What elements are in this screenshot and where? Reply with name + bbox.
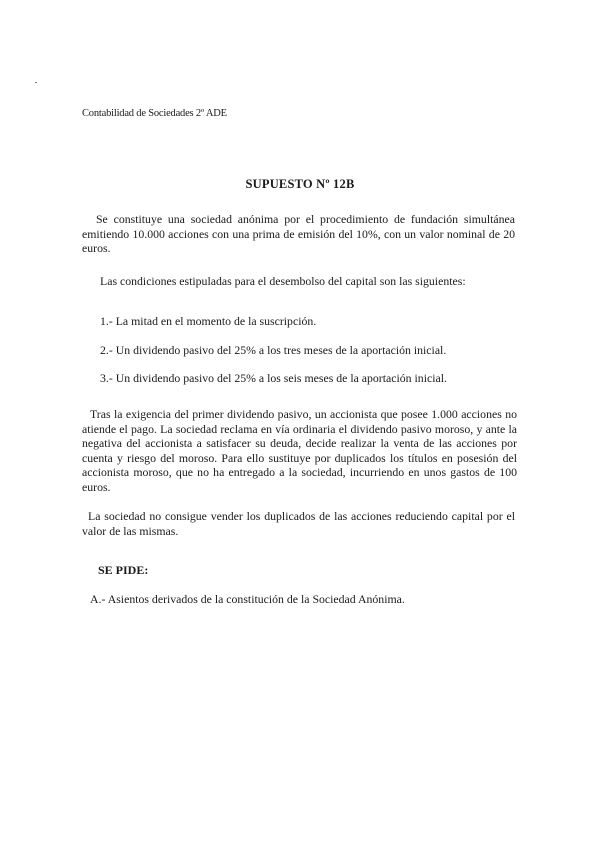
scan-speck [35, 82, 37, 83]
task-item: A.- Asientos derivados de la constitución de la Sociedad Anónima. [90, 592, 405, 606]
paragraph-conditions-intro: Las condiciones estipuladas para el desembolso del capital son las siguientes: [100, 274, 466, 288]
se-pide-heading: SE PIDE: [98, 563, 149, 577]
paragraph-moroso: Tras la exigencia del primer dividendo pasivo, un accionista que posee 1.000 acciones no atiende el pago. La sociedad reclama en vía ordinaria el dividendo pasivo moroso, y ante la negativa del accionista a satisfacer su deuda, decide realizar la venta de las acciones por cuenta y riesgo del moroso. Para ello sustituye por duplicados los títulos en posesión del accionista moroso, que no ha entregado a la sociedad, incurriendo en unos gastos de 100 euros. [82, 407, 517, 494]
page-header: Contabilidad de Sociedades 2º ADE [82, 108, 227, 119]
paragraph-constitution: Se constituye una sociedad anónima por el procedimiento de fundación simultánea emitiendo 10.000 acciones con una prima de emisión del 10%, con un valor nominal de 20 euros. [82, 212, 515, 256]
condition-item: 2.- Un dividendo pasivo del 25% a los tres meses de la aportación inicial. [100, 343, 447, 357]
paragraph-duplicados: La sociedad no consigue vender los duplicados de las acciones reduciendo capital por el valor de las mismas. [82, 509, 515, 538]
condition-item: 3.- Un dividendo pasivo del 25% a los seis meses de la aportación inicial. [100, 371, 447, 385]
condition-item: 1.- La mitad en el momento de la suscripción. [100, 314, 317, 328]
page-title: SUPUESTO Nº 12B [245, 177, 355, 191]
